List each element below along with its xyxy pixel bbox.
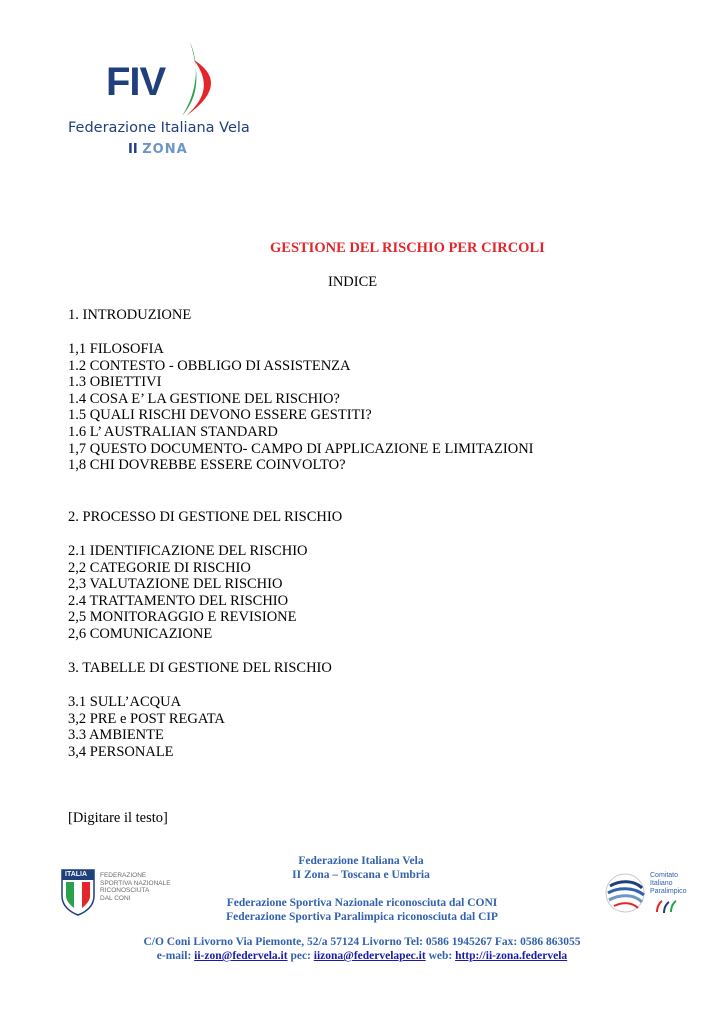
logo-name: Federazione Italiana Vela [68, 120, 250, 136]
list-item: 1,7 QUESTO DOCUMENTO- CAMPO DI APPLICAZIONE E LIMITAZIONI [68, 440, 534, 457]
section-heading-3: 3. TABELLE DI GESTIONE DEL RISCHIO [68, 660, 332, 676]
logo-abbr: FIV [106, 60, 166, 104]
footer-line-2: II Zona – Toscana e Umbria [292, 869, 430, 881]
list-item: 3.1 SULL’ACQUA [68, 694, 182, 710]
list-item: 3,2 PRE e POST REGATA [68, 710, 225, 727]
list-item: 1.4 COSA E’ LA GESTIONE DEL RISCHIO? [68, 390, 340, 407]
list-item: 3,4 PERSONALE [68, 743, 174, 760]
section-heading-1: 1. INTRODUZIONE [68, 307, 192, 323]
logo-zone: II ZONA [128, 142, 188, 157]
footer-line-3: Federazione Sportiva Nazionale riconosciuta dal CONI [226, 897, 498, 909]
list-item: 1.5 QUALI RISCHI DEVONO ESSERE GESTITI? [68, 407, 372, 424]
list-item: 1.3 OBIETTIVI [68, 374, 162, 391]
list-item: 1.6 L’ AUSTRALIAN STANDARD [68, 423, 278, 440]
section-2-list [68, 543, 308, 643]
placeholder-text[interactable]: [Digitare il testo] [68, 810, 168, 826]
web-link[interactable]: http://ii-zona.federvela [455, 950, 568, 962]
sail-icon [176, 40, 226, 120]
cip-badge [604, 868, 694, 918]
fiv-logo [68, 40, 258, 160]
pec-link[interactable]: iizona@federvelapec.it [313, 950, 426, 962]
italia-word: ITALIA [65, 871, 88, 878]
list-item: 1,1 FILOSOFIA [68, 341, 164, 357]
index-heading: INDICE [328, 274, 378, 290]
cip-globe-icon [604, 872, 646, 914]
list-item: 2,6 COMUNICAZIONE [68, 625, 213, 642]
footer-line-1: Federazione Italiana Vela [298, 855, 424, 867]
document-title: GESTIONE DEL RISCHIO PER CIRCOLI [270, 240, 545, 256]
list-item: 1,8 CHI DOVREBBE ESSERE COINVOLTO? [68, 457, 346, 474]
email-link[interactable]: ii-zon@federvela.it [194, 950, 288, 962]
list-item: 2,5 MONITORAGGIO E REVISIONE [68, 609, 297, 626]
agitos-icon [654, 898, 678, 916]
italia-badge-text: FEDERAZIONE SPORTIVA NAZIONALE RICONOSCIUTA DAL CONI [100, 872, 171, 902]
section-heading-2: 2. PROCESSO DI GESTIONE DEL RISCHIO [68, 509, 343, 525]
list-item: 2,2 CATEGORIE DI RISCHIO [68, 559, 251, 576]
footer-contacts: e-mail: ii-zon@federvela.it pec: iizona@federvelapec.it web: http://ii-zona.federvela [156, 950, 568, 962]
section-3-list [68, 694, 225, 760]
footer-line-4: Federazione Sportiva Paralimpica riconosciuta dal CIP [226, 911, 498, 923]
list-item: 2.1 IDENTIFICAZIONE DEL RISCHIO [68, 543, 308, 559]
list-item: 2,3 VALUTAZIONE DEL RISCHIO [68, 576, 283, 593]
section-1-list [68, 341, 534, 474]
cip-badge-text: Comitato Italiano Paralimpico [650, 872, 687, 895]
list-item: 2.4 TRATTAMENTO DEL RISCHIO [68, 592, 289, 609]
list-item: 3.3 AMBIENTE [68, 727, 164, 744]
list-item: 1.2 CONTESTO - OBBLIGO DI ASSISTENZA [68, 357, 351, 374]
footer-address: C/O Coni Livorno Via Piemonte, 52/a 57124 Livorno Tel: 0586 1945267 Fax: 0586 863055 [143, 936, 581, 948]
